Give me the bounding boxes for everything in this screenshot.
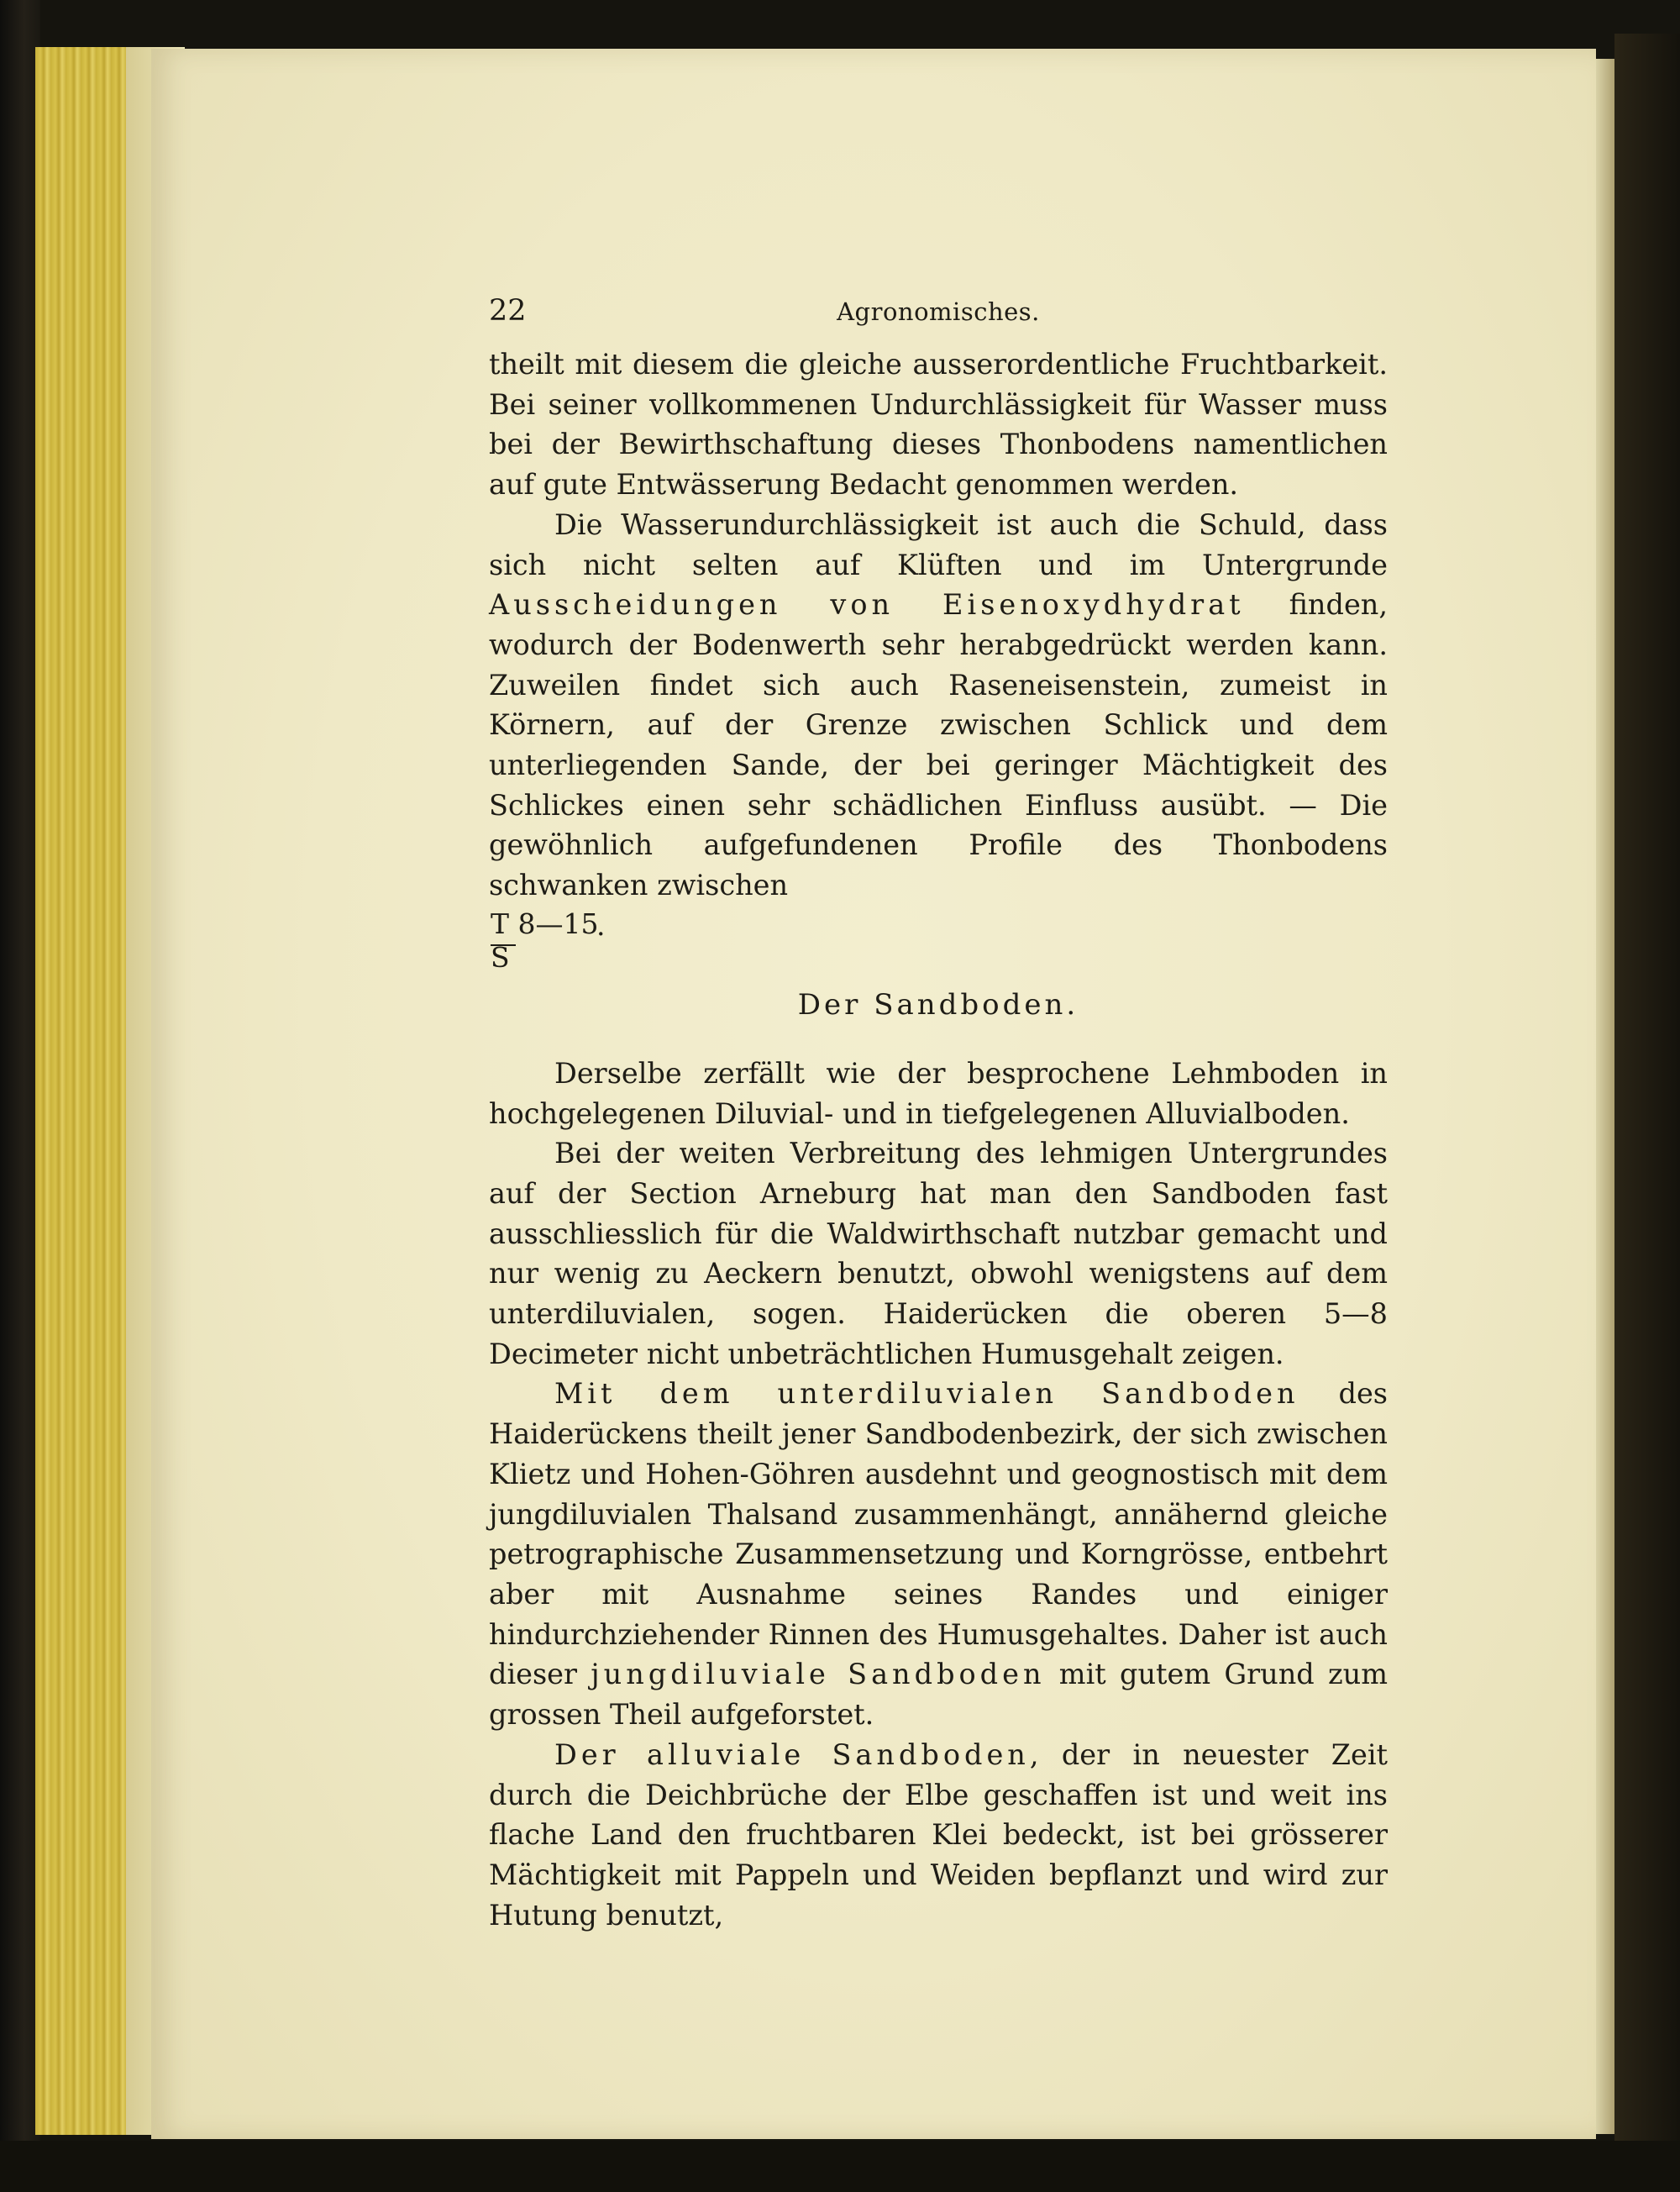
formula-numerator: T 8—15 bbox=[491, 907, 599, 940]
paragraph bbox=[489, 1735, 1388, 1936]
formula-period: . bbox=[596, 908, 606, 942]
running-head bbox=[489, 294, 1388, 344]
spaced-emphasis-text: Der alluviale Sandboden bbox=[554, 1737, 1030, 1771]
paragraph-text: , der in neuester Zeit durch die Deichbrüche der Elbe geschaffen ist und weit ins flache Land den fruchtbaren Klei bedeckt, ist bei grösserer Mächtigkeit mit Pappeln und Weiden bepflanzt und wird zur Hutung benutzt, bbox=[489, 1737, 1388, 1932]
paragraph bbox=[489, 505, 1388, 906]
paragraph-text: Derselbe zerfällt wie der besprochene Lehmboden in hochgelegenen Diluvial- und in tiefgelegenen Alluvialboden. bbox=[489, 1056, 1388, 1130]
body-text-bottom bbox=[489, 1054, 1388, 1935]
formula-denominator: S bbox=[491, 940, 510, 974]
spaced-emphasis-text: Mit dem unterdiluvialen Sandboden bbox=[554, 1377, 1299, 1411]
page-number: 22 bbox=[489, 294, 527, 328]
running-head-title: Agronomisches. bbox=[837, 297, 1040, 326]
paragraph-text: mit gutem Grund zum grossen Theil aufgeforstet. bbox=[489, 1658, 1388, 1732]
section-heading: Der Sandboden. bbox=[797, 987, 1079, 1022]
paragraph bbox=[489, 344, 1388, 505]
paragraph-text: des Haiderückens theilt jener Sandbodenbezirk, der sich zwischen Klietz und Hohen-Göhren ausdehnt und geognostisch mit dem jungdiluvialen Thalsand zusammenhängt, annähernd gleiche petrographische Zusammensetzung und Korngrösse, entbehrt aber mit Ausnahme seines Randes und einiger hindurchziehender Rinnen des Humusgehaltes. Daher ist auch dieser bbox=[489, 1377, 1388, 1691]
body-text-top bbox=[489, 344, 1388, 906]
book-cover-left-edge bbox=[0, 0, 40, 2192]
page-content bbox=[489, 294, 1388, 1935]
paragraph-text: Bei der weiten Verbreitung des lehmigen Untergrundes auf der Section Arneburg hat man den Sandboden fast ausschliesslich für die Waldwirthschaft nutzbar gemacht und nur wenig zu Aeckern benutzt, obwohl wenigstens auf dem unterdiluvialen, sogen. Haiderücken die oberen 5—8 Decimeter nicht unbeträchtlichen Humusgehalt zeigen. bbox=[489, 1137, 1388, 1370]
book-cover-right-edge bbox=[1614, 34, 1680, 2192]
paragraph-text: finden, wodurch der Bodenwerth sehr herabgedrückt werden kann. Zuweilen findet sich auch Raseneisenstein, zumeist in Körnern, auf der Grenze zwischen Schlick und dem unterliegenden Sande, der bei geringer Mächtigkeit des Schlickes einen sehr schädlichen Einfluss ausübt. — Die gewöhnlich aufgefundenen Profile des Thonbodens schwanken zwischen bbox=[489, 588, 1389, 902]
paragraph bbox=[489, 1374, 1388, 1734]
spaced-emphasis-text: Ausscheidungen von Eisenoxydhydrat bbox=[489, 588, 1245, 622]
profile-formula bbox=[489, 907, 1388, 974]
paragraph bbox=[489, 1054, 1388, 1133]
paragraph-text: theilt mit diesem die gleiche ausserordentliche Fruchtbarkeit. Bei seiner vollkommenen Undurchlässigkeit für Wasser muss bei der Bewirthschaftung dieses Thonbodens namentlichen auf gute Entwässerung Bedacht genommen werden. bbox=[489, 348, 1388, 502]
scan-bottom-edge bbox=[0, 2141, 1680, 2192]
spaced-emphasis-text: jungdiluviale Sandboden bbox=[591, 1658, 1046, 1691]
paragraph bbox=[489, 1133, 1388, 1374]
paragraph-text: Die Wasserundurchlässigkeit ist auch die Schuld, dass sich nicht selten auf Klüften und im Untergrunde bbox=[489, 507, 1388, 581]
